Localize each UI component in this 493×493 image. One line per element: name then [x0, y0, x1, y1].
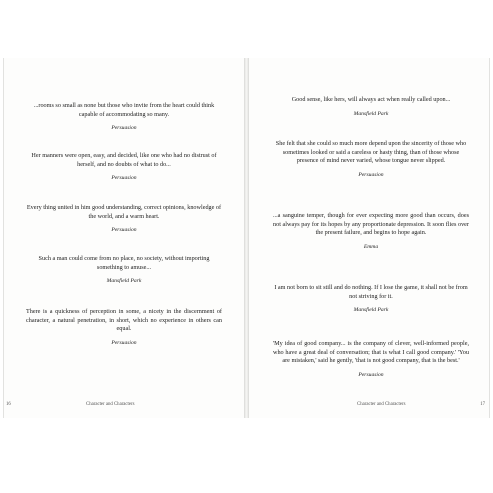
quote-source: Persuasion — [358, 171, 384, 178]
page-edge — [489, 58, 490, 418]
page-number: 17 — [480, 402, 485, 407]
quote-text: Good sense, like hers, will always act when really called upon... — [291, 96, 451, 103]
running-head: Character and Characters — [86, 402, 135, 407]
quote-source: Mansfield Park — [353, 307, 389, 314]
quote-block — [26, 152, 222, 182]
quote-source: Persuasion — [111, 339, 137, 346]
quote-block — [26, 102, 222, 132]
left-page — [4, 58, 244, 418]
quote-text: She felt that she could so much more depend upon the sincerity of those who sometimes looked or said a careless or hasty thing, than of those whose presence of mind never varied, whose tongue never slipped. — [275, 140, 467, 165]
quote-block — [26, 308, 222, 347]
quote-source: Mansfield Park — [353, 110, 389, 117]
quote-source: Persuasion — [111, 175, 137, 182]
quote-text: Every thing united in him good understanding, correct opinions, knowledge of the world, and a warm heart. — [26, 204, 222, 220]
quote-text: ...a sanguine temper, though for ever expecting more good than occurs, does not always pay for its hopes by any proportionate depression. It soon flies over the present failure, and begins to hope again. — [273, 212, 469, 237]
running-head: Character and Characters — [357, 402, 406, 407]
quote-text: Such a man could come from no place, no society, without importing something to amuse... — [38, 255, 210, 271]
quote-text: Her manners were open, easy, and decided, like one who had no distrust of herself, and no doubts of what to do... — [31, 152, 217, 168]
quote-block — [273, 212, 469, 251]
right-page — [249, 58, 489, 418]
quote-text: ...rooms so small as none but those who invite from the heart could think capable of accommodating so many. — [33, 102, 215, 118]
page-edge — [3, 58, 4, 418]
quote-block — [273, 96, 469, 118]
quote-block — [273, 284, 469, 314]
quote-text: There is a quickness of perception in some, a nicety in the discernment of character, a natural penetration, in short, which no experience in others can equal. — [26, 308, 222, 333]
quote-block — [273, 140, 469, 179]
quote-text: I am not born to sit still and do nothing. If I lose the game, it shall not be from not striving for it. — [274, 284, 468, 300]
quote-source: Emma — [363, 243, 379, 250]
quote-source: Persuasion — [111, 227, 137, 234]
quote-source: Persuasion — [111, 125, 137, 132]
quote-text: 'My idea of good company... is the company of clever, well-informed people, who have a great deal of conversation; that is what I call good company.' 'You are mistaken,' said he gently, 'that is not good company, that is the best.' — [273, 340, 469, 365]
book-spread — [4, 58, 489, 418]
quote-block — [273, 340, 469, 379]
quote-block — [26, 255, 222, 285]
quote-source: Mansfield Park — [106, 278, 142, 285]
quote-source: Persuasion — [358, 371, 384, 378]
quote-block — [26, 204, 222, 234]
page-number: 16 — [6, 402, 11, 407]
